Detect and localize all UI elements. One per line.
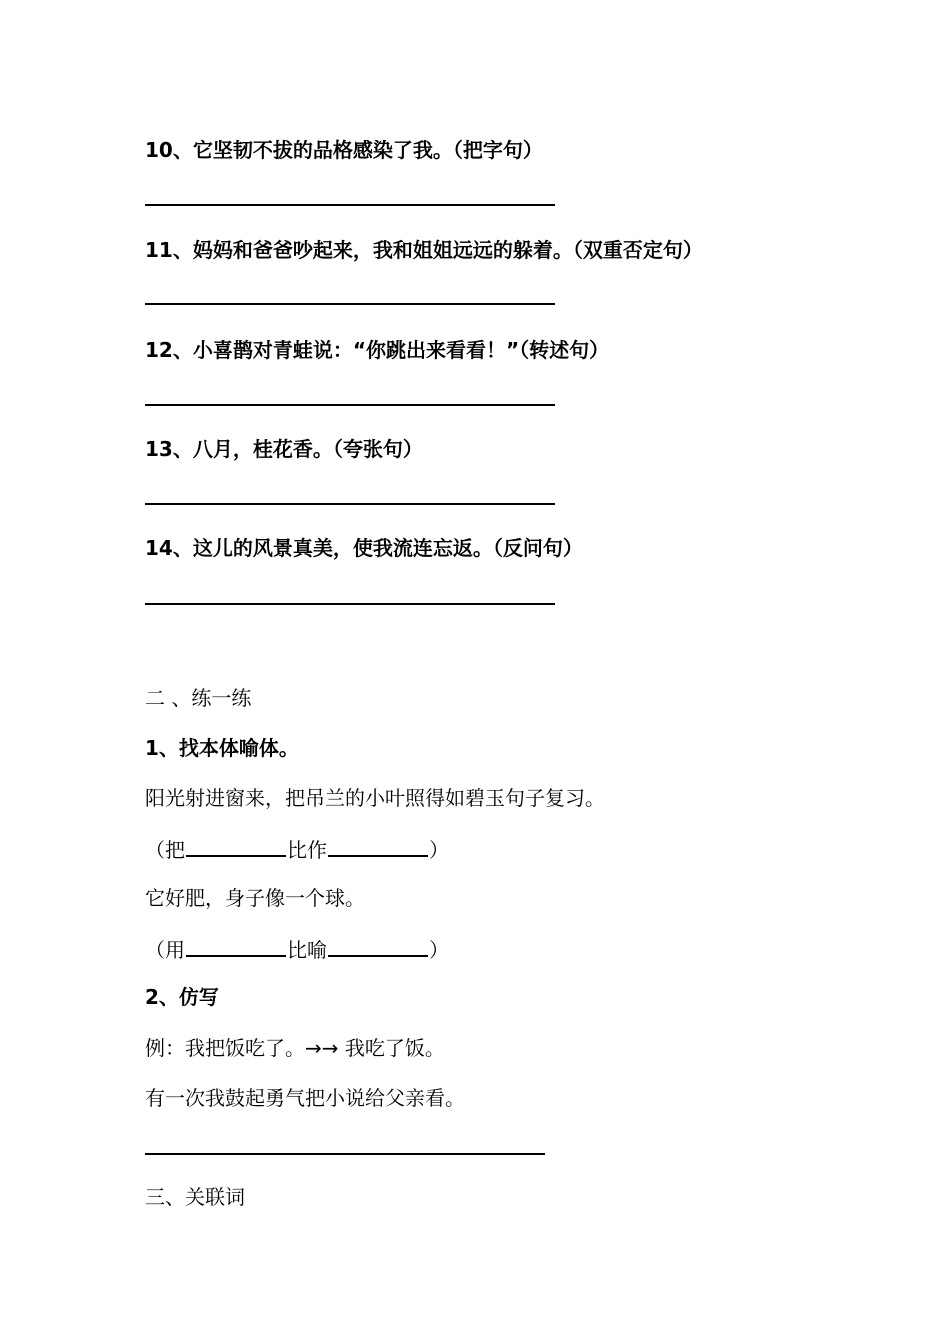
section-3-title: 三、关联词 xyxy=(145,1185,245,1209)
fill-1-open: （把 xyxy=(145,838,185,862)
answer-line-11[interactable] xyxy=(145,303,555,305)
answer-line-12[interactable] xyxy=(145,404,555,406)
fill-1-blank-a[interactable] xyxy=(186,833,286,857)
question-10: 10、它坚韧不拔的品格感染了我。（把字句） xyxy=(145,138,543,162)
exercise-2-example: 例：我把饭吃了。→→ 我吃了饭。 xyxy=(145,1036,445,1060)
exercise-2-title: 2、仿写 xyxy=(145,985,219,1009)
question-14: 14、这儿的风景真美，使我流连忘返。（反问句） xyxy=(145,536,583,560)
exercise-1-sentence-2: 它好肥，身子像一个球。 xyxy=(145,886,365,910)
exercise-1-sentence-1: 阳光射进窗来，把吊兰的小叶照得如碧玉句子复习。 xyxy=(145,786,605,810)
question-12: 12、小喜鹊对青蛙说：“你跳出来看看！”（转述句） xyxy=(145,338,610,362)
fill-in-row-2 xyxy=(145,933,449,964)
answer-line-14[interactable] xyxy=(145,603,555,605)
fill-in-row-1 xyxy=(145,833,449,864)
exercise-2-sentence: 有一次我鼓起勇气把小说给父亲看。 xyxy=(145,1086,465,1110)
fill-2-open: （用 xyxy=(145,938,185,962)
answer-line-rewrite[interactable] xyxy=(145,1153,545,1155)
fill-1-blank-b[interactable] xyxy=(328,833,428,857)
fill-2-close: ） xyxy=(429,938,449,962)
question-11: 11、妈妈和爸爸吵起来，我和姐姐远远的躲着。（双重否定句） xyxy=(145,238,703,262)
fill-2-blank-b[interactable] xyxy=(328,933,428,957)
question-13: 13、八月，桂花香。（夸张句） xyxy=(145,437,423,461)
exercise-1-title: 1、找本体喻体。 xyxy=(145,736,299,760)
section-2-title: 二 、练一练 xyxy=(145,686,252,710)
fill-1-close: ） xyxy=(429,838,449,862)
fill-1-middle: 比作 xyxy=(287,838,327,862)
answer-line-10[interactable] xyxy=(145,204,555,206)
answer-line-13[interactable] xyxy=(145,503,555,505)
fill-2-blank-a[interactable] xyxy=(186,933,286,957)
fill-2-middle: 比喻 xyxy=(287,938,327,962)
